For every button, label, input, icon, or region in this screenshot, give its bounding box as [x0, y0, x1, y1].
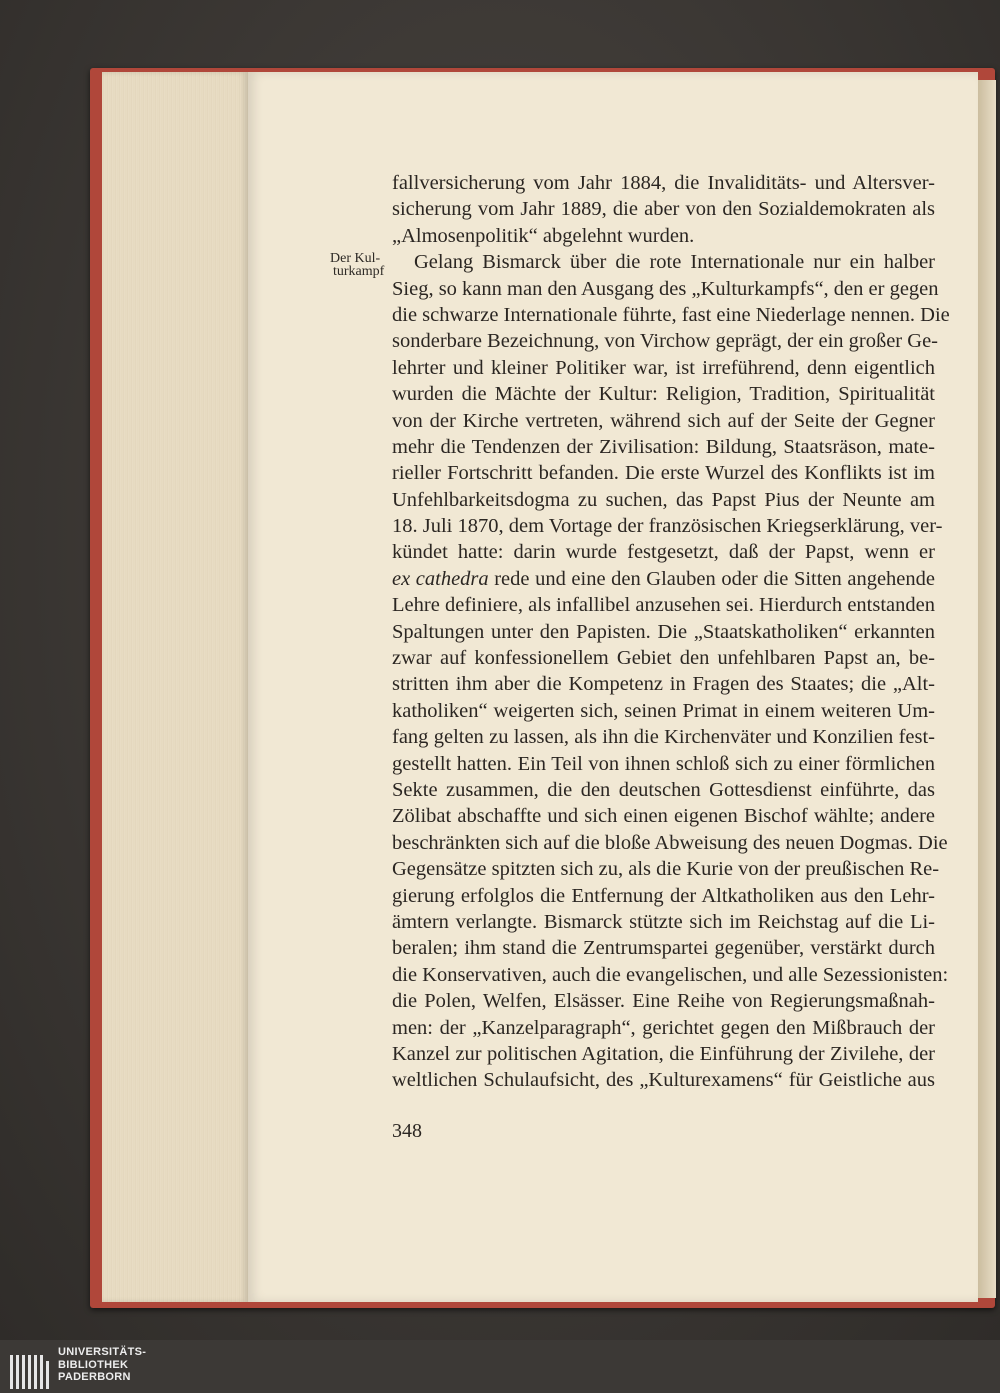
page-edges: [102, 72, 248, 1302]
text-line: sicherung vom Jahr 1889, die aber von den Sozialdemokraten als: [392, 198, 935, 221]
text-line: die Konservativen, auch die evangelischen, und alle Sezessionisten:: [392, 963, 949, 986]
text-line: „Almosenpolitik“ abgelehnt wurden.: [392, 224, 695, 247]
text-line: Sekte zusammen, die den deutschen Gottesdienst einführte, das: [392, 778, 935, 801]
text-line: gestellt hatten. Ein Teil von ihnen schloß sich zu einer förmlichen: [392, 752, 935, 775]
body-text: [392, 170, 950, 1094]
text-line: von der Kirche vertreten, während sich auf der Seite der Gegner: [392, 409, 935, 432]
text-line: rieller Fortschritt befanden. Die erste Wurzel des Konflikts ist im: [392, 462, 935, 485]
logo-line: BIBLIOTHEK: [58, 1358, 129, 1371]
text-line: Spaltungen unter den Papisten. Die „Staatskatholiken“ erkannten: [392, 620, 935, 643]
next-page-edge: [978, 80, 996, 1298]
text-line: Lehre definiere, als infallibel anzusehen sei. Hierdurch entstanden: [392, 594, 935, 617]
margin-note-line: Der Kul-: [330, 251, 381, 266]
margin-note: [330, 252, 390, 278]
text-line: mehr die Tendenzen der Zivilisation: Bildung, Staatsräson, mate-: [392, 435, 935, 458]
text-line-with-italic: [392, 566, 935, 592]
page-number: 348: [392, 1120, 422, 1142]
text-line: Gelang Bismarck über die rote Internationale nur ein halber: [414, 251, 935, 274]
text-line: 18. Juli 1870, dem Vortage der französischen Kriegserklärung, ver-: [392, 515, 943, 538]
text-line: kündet hatte: darin wurde festgesetzt, daß der Papst, wenn er: [392, 541, 935, 564]
text-line: weltlichen Schulaufsicht, des „Kulturexamens“ für Geistliche aus: [392, 1069, 935, 1092]
text-line: stritten ihm aber die Kompetenz in Fragen des Staates; die „Alt-: [392, 673, 935, 696]
text-line: lehrter und kleiner Politiker war, ist irreführend, denn eigentlich: [392, 356, 935, 379]
text-line: katholiken“ weigerten sich, seinen Primat in einem weiteren Um-: [392, 699, 935, 722]
text-line: Kanzel zur politischen Agitation, die Einführung der Zivilehe, der: [392, 1042, 935, 1065]
text-line: beschränkten sich auf die bloße Abweisung des neuen Dogmas. Die: [392, 831, 948, 854]
text-line: fallversicherung vom Jahr 1884, die Invaliditäts- und Altersver-: [392, 172, 935, 194]
text-line: die Polen, Welfen, Elsässer. Eine Reihe von Regierungsmaßnah-: [392, 990, 935, 1013]
library-footer: [0, 1340, 1000, 1393]
logo-line: UNIVERSITÄTS-: [58, 1346, 147, 1358]
text-line: Gegensätze spitzten sich zu, als die Kurie von der preußischen Re-: [392, 858, 940, 881]
text-line: men: der „Kanzelparagraph“, gerichtet gegen den Mißbrauch der: [392, 1016, 935, 1039]
text-line: zwar auf konfessionellem Gebiet den unfehlbaren Papst an, be-: [392, 647, 935, 670]
text-line: gierung erfolglos die Entfernung der Altkatholiken aus den Lehr-: [392, 884, 935, 907]
text-line: Sieg, so kann man den Ausgang des „Kulturkampfs“, den er gegen: [392, 277, 939, 300]
text-line: sonderbare Bezeichnung, von Virchow geprägt, der ein großer Ge-: [392, 330, 938, 353]
library-logo-icon: [10, 1349, 50, 1389]
text-line: wurden die Mächte der Kultur: Religion, Tradition, Spiritualität: [392, 383, 935, 406]
text-line: beralen; ihm stand die Zentrumspartei gegenüber, verstärkt durch: [392, 937, 935, 960]
logo-line: PADERBORN: [58, 1371, 131, 1383]
margin-note-line: turkampf: [333, 264, 385, 279]
text-line: die schwarze Internationale führte, fast eine Niederlage nennen. Die: [392, 303, 950, 326]
text-line: Unfehlbarkeitsdogma zu suchen, das Papst Pius der Neunte am: [392, 488, 935, 511]
text-line: Zölibat abschaffte und sich einen eigenen Bischof wählte; andere: [392, 805, 935, 828]
italic-phrase: ex cathedra: [392, 567, 489, 590]
library-logo-text: [58, 1346, 146, 1384]
text-line-rest: rede und eine den Glauben oder die Sitten angehende: [494, 567, 936, 590]
text-line: ämtern verlangte. Bismarck stützte sich im Reichstag auf die Li-: [392, 910, 935, 933]
text-line: fang gelten zu lassen, als ihn die Kirchenväter und Konzilien fest-: [392, 726, 935, 749]
